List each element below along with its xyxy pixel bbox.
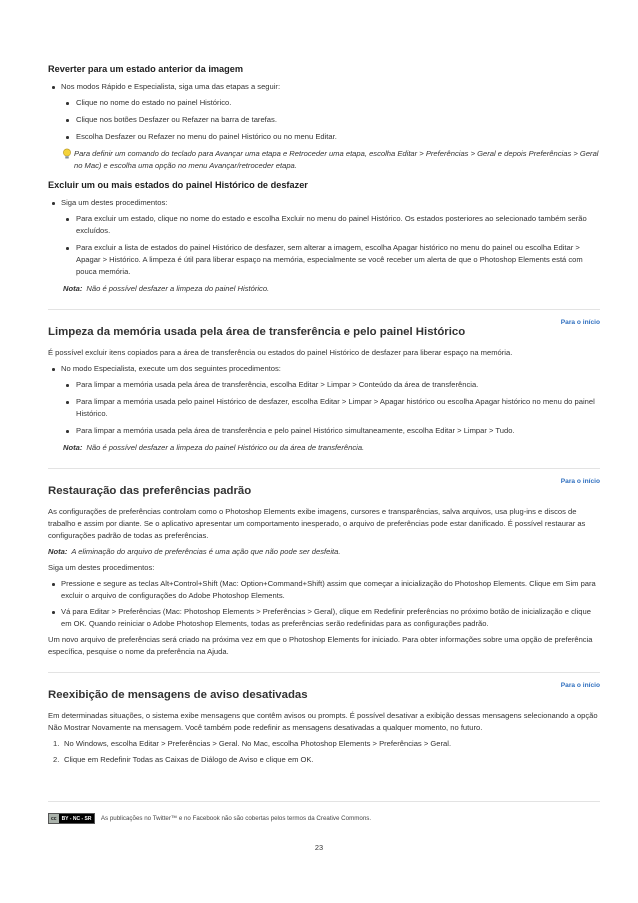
footer bbox=[48, 801, 600, 824]
paragraph: Siga um destes procedimentos: bbox=[48, 563, 155, 572]
list-item: Para limpar a memória usada pelo painel Histórico de desfazer, escolha Editar > Limpar > Apagar histórico ou escolha Apagar histórico no menu do painel Histórico. bbox=[48, 396, 600, 420]
paragraph: É possível excluir itens copiados para a área de transferência ou estados do painel Histórico de desfazer para liberar espaço na memória. bbox=[48, 348, 513, 357]
section-warning-messages bbox=[48, 672, 600, 766]
list-item: 1. No Windows, escolha Editar > Preferências > Geral. No Mac, escolha Photoshop Elements > Preferências > Geral. bbox=[53, 739, 452, 748]
cc-logo-icon: cc bbox=[51, 815, 57, 822]
bullet-icon bbox=[66, 247, 69, 250]
list-item: Pressione e segure as teclas Alt+Control+Shift (Mac: Option+Command+Shift) assim que começar a inicialização do Photoshop Elements. Clique em Sim para excluir o arquivo de configurações do Adobe Photoshop Elements. bbox=[48, 578, 600, 602]
list-item: Para limpar a memória usada pela área de transferência e pelo painel Histórico simultaneamente, escolha Editar > Limpar > Tudo. bbox=[48, 425, 600, 437]
list-item: Para excluir um estado, clique no nome do estado e escolha Excluir no menu do painel Histórico. Os estados posteriores ao selecionado também serão excluídos. bbox=[48, 213, 600, 237]
bullet-icon bbox=[66, 401, 69, 404]
cc-license-label: BY - NC - SR bbox=[59, 814, 95, 823]
revert-heading: Reverter para um estado anterior da imagem bbox=[48, 64, 244, 74]
back-to-top-link[interactable]: Para o início bbox=[560, 319, 600, 326]
restore-preferences-list bbox=[48, 578, 600, 630]
paragraph: As configurações de preferências controlam como o Photoshop Elements exibe imagens, cursores e transparências, salva arquivos, usa plug-ins e discos de trabalho e assim por diante. Se o aplicativo apresentar um comportamento inesperado, o arquivo de preferências pode estar danificado. É possível restaurar as configurações padrão de todas as preferências. bbox=[48, 507, 586, 540]
section-title: Reexibição de mensagens de aviso desativadas bbox=[48, 689, 308, 701]
paragraph: Um novo arquivo de preferências será criado na próxima vez em que o Photoshop Elements for iniciado. Para obter informações sobre uma opção de preferência específica, pesquise o nome da preferência na Ajuda. bbox=[48, 635, 593, 656]
step-number: 1. bbox=[53, 739, 60, 748]
list-item: Clique nos botões Desfazer ou Refazer na barra de tarefas. bbox=[48, 114, 600, 126]
note-text: Não é possível desfazer a limpeza do painel Histórico ou da área de transferência. bbox=[86, 443, 365, 452]
clear-memory-list bbox=[48, 363, 600, 437]
page-content bbox=[48, 64, 600, 770]
list-item: Para limpar a memória usada pela área de transferência, escolha Editar > Limpar > Conteúdo da área de transferência. bbox=[48, 379, 600, 391]
note bbox=[48, 442, 600, 454]
bullet-icon bbox=[52, 86, 55, 89]
list-item: 2. Clique em Redefinir Todas as Caixas de Diálogo de Aviso e clique em OK. bbox=[53, 755, 314, 764]
bullet-icon bbox=[66, 430, 69, 433]
delete-states-heading: Excluir um ou mais estados do painel Histórico de desfazer bbox=[48, 180, 308, 190]
back-to-top-link[interactable]: Para o início bbox=[560, 478, 600, 485]
list-item: Escolha Desfazer ou Refazer no menu do painel Histórico ou no menu Editar. bbox=[48, 131, 600, 143]
section-clear-memory bbox=[48, 309, 600, 454]
section-title: Limpeza da memória usada pela área de transferência e pelo painel Histórico bbox=[48, 326, 466, 338]
creative-commons-badge[interactable] bbox=[48, 813, 95, 824]
list-item: Para excluir a lista de estados do painel Histórico de desfazer, sem alterar a imagem, escolha Apagar histórico no menu do painel ou escolha Editar > Apagar > Histórico. A limpeza é útil para liberar espaço na memória, especialmente se você receber um alerta de que o Photoshop Elements está com pouca memória. bbox=[48, 242, 600, 278]
delete-states-list bbox=[48, 197, 600, 278]
list-item: Vá para Editar > Preferências (Mac: Photoshop Elements > Preferências > Geral), clique em Redefinir preferências no próximo botão de inicialização e clique em OK. Quando reiniciar o Adobe Photoshop Elements, todas as preferências serão redefinidas para as configurações padrão. bbox=[48, 606, 600, 630]
list-item: Nos modos Rápido e Especialista, siga uma das etapas a seguir: bbox=[48, 81, 600, 93]
back-to-top-link[interactable]: Para o início bbox=[560, 682, 600, 689]
bullet-icon bbox=[52, 202, 55, 205]
bullet-icon bbox=[66, 384, 69, 387]
step-number: 2. bbox=[53, 755, 60, 764]
list-item: Siga um destes procedimentos: bbox=[48, 197, 600, 209]
lightbulb-icon bbox=[62, 148, 72, 160]
note bbox=[48, 546, 600, 558]
section-title: Restauração das preferências padrão bbox=[48, 485, 252, 497]
bullet-icon bbox=[52, 368, 55, 371]
note-label: Nota: bbox=[63, 284, 83, 293]
warning-steps-list bbox=[48, 738, 600, 766]
bullet-icon bbox=[66, 119, 69, 122]
bullet-icon bbox=[66, 136, 69, 139]
note-label: Nota: bbox=[63, 443, 83, 452]
note-text: Não é possível desfazer a limpeza do painel Histórico. bbox=[86, 284, 270, 293]
bullet-icon bbox=[52, 611, 55, 614]
note-text: A eliminação do arquivo de preferências é uma ação que não pode ser desfeita. bbox=[71, 547, 341, 556]
footer-text: As publicações no Twitter™ e no Facebook não são cobertas pelos termos da Creative Commons. bbox=[100, 815, 372, 823]
bullet-icon bbox=[52, 583, 55, 586]
tip-callout bbox=[48, 148, 600, 172]
section-restore-preferences bbox=[48, 468, 600, 658]
note-label: Nota: bbox=[48, 547, 68, 556]
page-number: 23 bbox=[314, 843, 324, 852]
list-item: Clique no nome do estado no painel Histórico. bbox=[48, 97, 600, 109]
note bbox=[48, 283, 600, 295]
bullet-icon bbox=[66, 218, 69, 221]
revert-list bbox=[48, 81, 600, 143]
tip-text: Para definir um comando do teclado para Avançar uma etapa e Retroceder uma etapa, escolha Editar > Preferências > Geral e depois Preferências > Geral no Mac) e escolha uma opção no menu Avançar/retroceder etapa. bbox=[74, 149, 599, 170]
bullet-icon bbox=[66, 102, 69, 105]
paragraph: Em determinadas situações, o sistema exibe mensagens que contêm avisos ou prompts. É possível desativar a exibição dessas mensagens selecionando a opção Não Mostrar Novamente na mensagem. Você também pode redefinir as mensagens desativadas a qualquer momento, no futuro. bbox=[48, 711, 598, 732]
list-item: No modo Especialista, execute um dos seguintes procedimentos: bbox=[48, 363, 600, 375]
